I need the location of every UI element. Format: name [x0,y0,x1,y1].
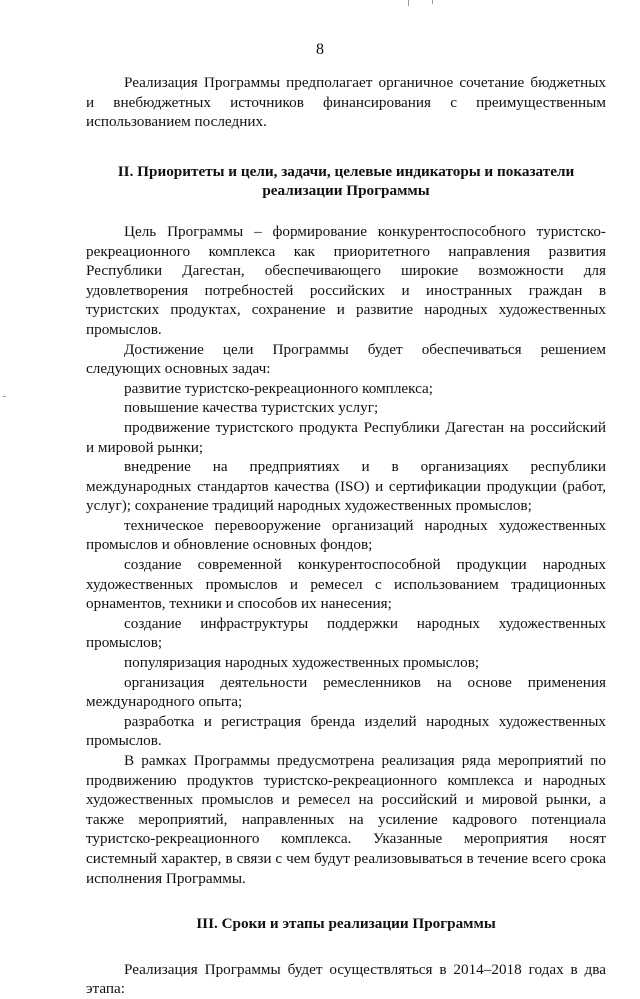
task-item: создание инфраструктуры поддержки народных художественных промыслов; [86,614,606,652]
task-item: техническое перевооружение организаций народных художественных промыслов и обновление основных фондов; [86,516,606,554]
scan-mark-top-1 [408,0,409,6]
section-2-heading [86,162,606,201]
section-2-heading-line-1: II. Приоритеты и цели, задачи, целевые индикаторы и показатели [117,162,575,180]
task-item: разработка и регистрация бренда изделий народных художественных промыслов. [86,712,606,750]
page-number: 8 [316,41,324,58]
scan-mark-left [3,396,6,397]
intro-paragraph: Реализация Программы предполагает органичное сочетание бюджетных и внебюджетных источников финансирования с преимущественным использованием последних. [86,74,606,131]
section-3-paragraph: Реализация Программы будет осуществляться в 2014–2018 годах в два этапа: [86,960,606,998]
achievement-paragraph: Достижение цели Программы будет обеспечиваться решением следующих основных задач: [86,340,606,378]
task-item: продвижение туристского продукта Республики Дагестан на российский и мировой рынки; [86,418,606,456]
task-item: организация деятельности ремесленников на основе применения международного опыта; [86,673,606,711]
document-body [86,73,606,999]
section-3-heading: III. Сроки и этапы реализации Программы [196,915,496,933]
task-item: внедрение на предприятиях и в организациях республики международных стандартов качества (ISO) и сертификации продукции (работ, услуг); сохранение традиций народных художественных промыслов; [86,458,606,515]
goal-paragraph: Цель Программы – формирование конкурентоспособного туристско-рекреационного комплекса как приоритетного направления развития Республики Дагестан, обеспечивающего широкие возможности для удовлетворения потребностей российских и иностранных граждан в туристских продуктах, сохранение и развитие народных художественных промыслов. [86,222,606,338]
task-item: создание современной конкурентоспособной продукции народных художественных промыслов и ремесел с использованием традиционных орнаментов, техники и способов их нанесения; [86,556,606,613]
measures-paragraph: В рамках Программы предусмотрена реализация ряда мероприятий по продвижению продуктов туристско-рекреационного комплекса и народных художественных промыслов и ремесел на российский и мировой рынки, а также мероприятий, направленных на усиление кадрового потенциала туристско-рекреационного комплекса. Указанные мероприятия носят системный характер, в связи с чем будут реализовываться в течение всего срока исполнения Программы. [86,752,606,887]
scan-mark-top-2 [432,0,433,4]
task-item: повышение качества туристских услуг; [124,399,379,417]
task-item: развитие туристско-рекреационного комплекса; [124,379,434,397]
section-2-heading-line-2: реализации Программы [262,182,430,200]
task-item: популяризация народных художественных промыслов; [124,654,480,672]
